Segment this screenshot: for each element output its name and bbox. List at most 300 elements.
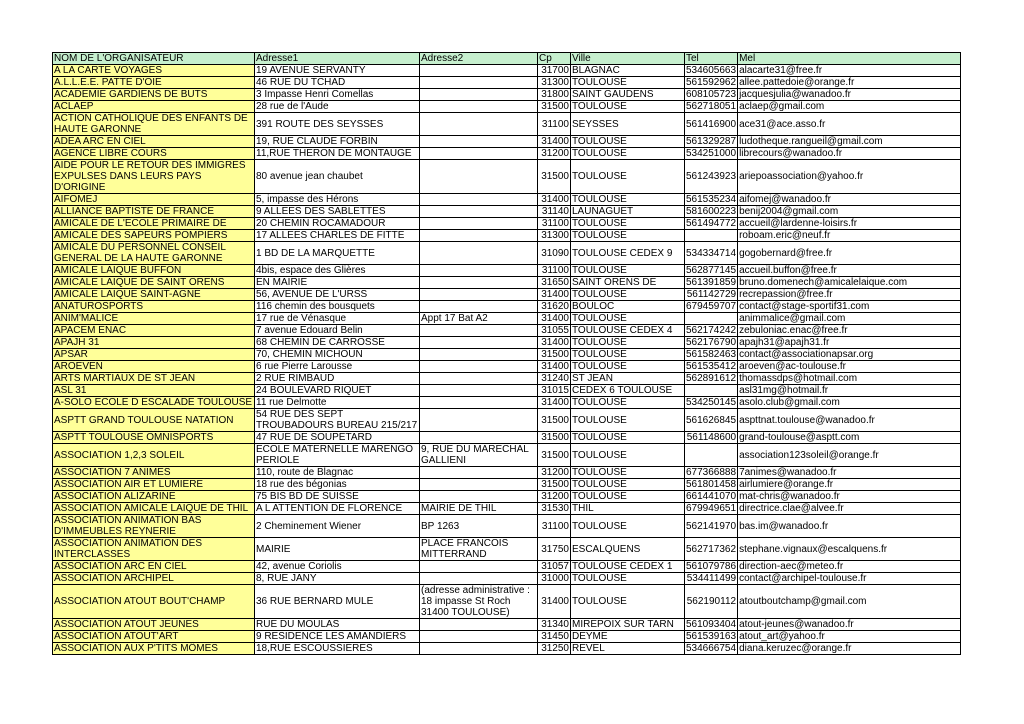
cell-city: SAINT ORENS DE [571, 277, 685, 289]
cell-organizer-name: ASSOCIATION 7 ANIMES [53, 467, 255, 479]
cell-email: diana.keruzec@orange.fr [738, 643, 961, 655]
table-row [53, 385, 961, 397]
cell-email: grand-toulouse@asptt.com [738, 432, 961, 444]
cell-city: TOULOUSE [571, 444, 685, 467]
table-row [53, 573, 961, 585]
cell-address1: 56, AVENUE DE L'URSS [255, 289, 420, 301]
cell-postal-code: 31100 [538, 265, 571, 277]
cell-city: TOULOUSE [571, 265, 685, 277]
table-row [53, 101, 961, 113]
cell-address1: 24 BOULEVARD RIQUET [255, 385, 420, 397]
cell-organizer-name: ASSOCIATION AIR ET LUMIERE [53, 479, 255, 491]
table-row [53, 77, 961, 89]
cell-email: direction-aec@meteo.fr [738, 561, 961, 573]
cell-city: TOULOUSE [571, 491, 685, 503]
cell-address2 [420, 337, 538, 349]
cell-address2 [420, 277, 538, 289]
cell-email: aifomej@wanadoo.fr [738, 194, 961, 206]
cell-city: TOULOUSE [571, 573, 685, 585]
cell-email: aclaep@gmail.com [738, 101, 961, 113]
cell-city: TOULOUSE [571, 479, 685, 491]
cell-postal-code: 31800 [538, 89, 571, 101]
cell-organizer-name: ACADEMIE GARDIENS DE BUTS [53, 89, 255, 101]
cell-organizer-name: ASSOCIATION ANIMATION DES INTERCLASSES [53, 538, 255, 561]
table-row [53, 89, 961, 101]
cell-phone: 561535234 [686, 194, 737, 205]
cell-email: aroeven@ac-toulouse.fr [738, 361, 961, 373]
cell-city: SEYSSES [571, 113, 685, 136]
cell-organizer-name: ALLIANCE BAPTISTE DE FRANCE [53, 206, 255, 218]
cell-city: THIL [571, 503, 685, 515]
cell-address1: 6 rue Pierre Larousse [255, 361, 420, 373]
table-row [53, 277, 961, 289]
cell-postal-code: 31700 [538, 65, 571, 77]
cell-address2 [420, 160, 538, 194]
cell-address2 [420, 301, 538, 313]
table-row [53, 619, 961, 631]
cell-organizer-name: A-SOLO ECOLE D ESCALADE TOULOUSE [53, 397, 255, 409]
cell-organizer-name: AGENCE LIBRE COURS [53, 148, 255, 160]
cell-phone: 534666754 [686, 643, 737, 654]
cell-organizer-name: ANIM'MALICE [53, 313, 255, 325]
cell-city: TOULOUSE [571, 361, 685, 373]
cell-email: apajh31@apajh31.fr [738, 337, 961, 349]
table-row [53, 265, 961, 277]
table-row [53, 467, 961, 479]
table-row [53, 643, 961, 655]
cell-postal-code: 31500 [538, 349, 571, 361]
cell-address1: 42, avenue Coriolis [255, 561, 420, 573]
cell-postal-code: 31500 [538, 101, 571, 113]
cell-phone: 562718051 [686, 101, 737, 112]
cell-city: TOULOUSE [571, 160, 685, 194]
cell-address1: 2 Cheminement Wiener [255, 515, 420, 538]
cell-address1: 3 Impasse Henri Comellas [255, 89, 420, 101]
cell-phone: 677366888 [686, 467, 737, 478]
cell-address1: 11 rue Delmotte [255, 397, 420, 409]
cell-address1: 19, RUE CLAUDE FORBIN [255, 136, 420, 148]
cell-address2 [420, 561, 538, 573]
cell-email: allee.pattedoie@orange.fr [738, 77, 961, 89]
cell-email: benij2004@gmail.com [738, 206, 961, 218]
cell-address1: 28 rue de l'Aude [255, 101, 420, 113]
table-row [53, 397, 961, 409]
cell-phone: 561329287 [686, 136, 737, 147]
cell-city: TOULOUSE [571, 313, 685, 325]
cell-phone: 561539163 [686, 631, 737, 642]
table-row [53, 585, 961, 619]
cell-city: MIREPOIX SUR TARN [571, 619, 685, 631]
cell-postal-code: 31500 [538, 479, 571, 491]
cell-address1: 7 avenue Edouard Belin [255, 325, 420, 337]
cell-address2 [420, 265, 538, 277]
cell-organizer-name: AMICALE DU PERSONNEL CONSEIL GENERAL DE LA HAUTE GARONNE [53, 242, 255, 265]
cell-phone: 561148600 [685, 432, 738, 444]
cell-address1: 68 CHEMIN DE CARROSSE [255, 337, 420, 349]
table-row [53, 538, 961, 561]
cell-address1: RUE DU MOULAS [255, 619, 420, 631]
column-header-address1: Adresse1 [255, 53, 420, 65]
cell-address2 [420, 491, 538, 503]
table-row [53, 444, 961, 467]
cell-city: TOULOUSE [571, 585, 685, 619]
cell-email: contact@associationapsar.org [738, 349, 961, 361]
cell-email: directrice.clae@alvee.fr [738, 503, 961, 515]
cell-address1: 110, route de Blagnac [255, 467, 420, 479]
table-row [53, 349, 961, 361]
cell-organizer-name: ASPTT TOULOUSE OMNISPORTS [53, 432, 255, 444]
cell-address2 [420, 113, 538, 136]
cell-address2 [420, 349, 538, 361]
table-row [53, 289, 961, 301]
cell-email: airlumiere@orange.fr [738, 479, 961, 491]
cell-organizer-name: APAJH 31 [53, 337, 255, 349]
cell-organizer-name: AROEVEN [53, 361, 255, 373]
cell-postal-code: 31100 [538, 113, 571, 136]
cell-organizer-name: AMICALE LAIQUE DE SAINT ORENS [53, 277, 255, 289]
cell-organizer-name: A.L.L.E.E. PATTE D'OIE [53, 77, 255, 89]
cell-city: BOULOC [571, 301, 685, 313]
table-row [53, 373, 961, 385]
table-row [53, 218, 961, 230]
cell-city: TOULOUSE [571, 194, 685, 206]
cell-address2: BP 1263 [420, 515, 538, 538]
cell-postal-code: 31200 [538, 467, 571, 479]
cell-organizer-name: ASSOCIATION ATOUT BOUT'CHAMP [53, 585, 255, 619]
cell-phone: 561801458 [686, 479, 737, 490]
table-row [53, 631, 961, 643]
cell-city: TOULOUSE CEDEX 4 [571, 325, 685, 337]
cell-postal-code: 31530 [538, 503, 571, 515]
cell-email: ludotheque.rangueil@gmail.com [738, 136, 961, 148]
cell-postal-code: 31340 [538, 619, 571, 631]
cell-address1: 9 RESIDENCE LES AMANDIERS [255, 631, 420, 643]
cell-phone [685, 230, 738, 242]
table-row [53, 313, 961, 325]
column-header-postal-code: Cp [538, 53, 571, 65]
cell-city: TOULOUSE [571, 148, 685, 160]
header-row [53, 53, 961, 65]
cell-address2 [420, 432, 538, 444]
cell-phone [685, 313, 738, 325]
cell-phone: 534251000 [686, 148, 737, 159]
cell-email: association123soleil@orange.fr [738, 444, 961, 467]
cell-address2 [420, 385, 538, 397]
cell-address2 [420, 479, 538, 491]
cell-city: TOULOUSE [571, 136, 685, 148]
cell-city: TOULOUSE [571, 289, 685, 301]
cell-postal-code: 31450 [538, 631, 571, 643]
cell-postal-code: 31400 [538, 194, 571, 206]
cell-address2: (adresse administrative : 18 impasse St Roch 31400 TOULOUSE) [420, 585, 538, 619]
cell-organizer-name: ARTS MARTIAUX DE ST JEAN [53, 373, 255, 385]
cell-organizer-name: A LA CARTE VOYAGES [53, 65, 255, 77]
cell-city: TOULOUSE CEDEX 9 [571, 242, 685, 265]
cell-email: thomassdps@hotmail.com [738, 373, 961, 385]
cell-address2 [420, 218, 538, 230]
cell-organizer-name: AIDE POUR LE RETOUR DES IMMIGRES EXPULSES DANS LEURS PAYS D'ORIGINE [53, 160, 255, 194]
cell-organizer-name: AMICALE LAIQUE SAINT-AGNE [53, 289, 255, 301]
cell-address2 [420, 89, 538, 101]
cell-email: atout-jeunes@wanadoo.fr [738, 619, 961, 631]
cell-phone: 679949651 [686, 503, 737, 514]
cell-email: animmalice@gmail.com [738, 313, 961, 325]
cell-organizer-name: ASSOCIATION ANIMATION BAS D'IMMEUBLES REYNERIE [53, 515, 255, 538]
cell-address1: MAIRIE [255, 538, 420, 561]
table-row [53, 136, 961, 148]
cell-address2: 9, RUE DU MARECHAL GALLIENI [420, 444, 538, 467]
cell-phone: 534334714 [685, 242, 738, 265]
cell-city: TOULOUSE [571, 409, 685, 432]
cell-address1: 8, RUE JANY [255, 573, 420, 585]
cell-address2: PLACE FRANCOIS MITTERRAND [420, 538, 538, 561]
cell-city: TOULOUSE [571, 230, 685, 242]
cell-address2 [420, 325, 538, 337]
cell-address1: 17 ALLEES CHARLES DE FITTE [255, 230, 420, 242]
cell-phone: 562141970 [685, 515, 738, 538]
cell-phone: 561079786 [686, 561, 737, 572]
cell-email: accueil@lardenne-loisirs.fr [738, 218, 961, 230]
cell-organizer-name: AIFOMEJ [53, 194, 255, 206]
cell-address2 [420, 148, 538, 160]
column-header-phone: Tel [685, 53, 738, 65]
cell-address1: 75 BIS BD DE SUISSE [255, 491, 420, 503]
cell-phone [685, 385, 738, 397]
cell-address1: 19 AVENUE SERVANTY [255, 65, 420, 77]
cell-email: jacquesjulia@wanadoo.fr [738, 89, 961, 101]
cell-postal-code: 31400 [538, 337, 571, 349]
cell-address2 [420, 631, 538, 643]
cell-phone: 562176790 [686, 337, 737, 348]
cell-address2 [420, 289, 538, 301]
cell-address1: 20 CHEMIN ROCAMADOUR [255, 218, 420, 230]
cell-phone: 534250145 [686, 397, 737, 408]
table-row [53, 206, 961, 218]
cell-phone: 561416900 [685, 113, 738, 136]
cell-postal-code: 31500 [538, 409, 571, 432]
table-row [53, 230, 961, 242]
cell-address2 [420, 242, 538, 265]
cell-address1: 46 RUE DU TCHAD [255, 77, 420, 89]
cell-organizer-name: APACEM ENAC [53, 325, 255, 337]
cell-city: REVEL [571, 643, 685, 655]
cell-city: CEDEX 6 TOULOUSE [571, 385, 685, 397]
cell-address2 [420, 361, 538, 373]
cell-organizer-name: ASL 31 [53, 385, 255, 397]
cell-organizer-name: ASSOCIATION ARCHIPEL [53, 573, 255, 585]
table-row [53, 479, 961, 491]
cell-phone: 561494772 [686, 218, 737, 229]
cell-organizer-name: ADEA ARC EN CIEL [53, 136, 255, 148]
cell-address1: 116 chemin des bousquets [255, 301, 420, 313]
cell-phone: 534605663 [686, 65, 737, 76]
cell-address2 [420, 230, 538, 242]
cell-postal-code: 31750 [538, 538, 571, 561]
cell-postal-code: 31140 [538, 206, 571, 218]
cell-city: TOULOUSE [571, 467, 685, 479]
cell-postal-code: 31400 [538, 397, 571, 409]
cell-email: accueil.buffon@free.fr [738, 265, 961, 277]
cell-organizer-name: AMICALE DE L'ECOLE PRIMAIRE DE [53, 218, 255, 230]
table-row [53, 325, 961, 337]
cell-postal-code: 31200 [538, 148, 571, 160]
cell-address1: 1 BD DE LA MARQUETTE [255, 242, 420, 265]
cell-address2: Appt 17 Bat A2 [420, 313, 538, 325]
cell-address2 [420, 194, 538, 206]
cell-city: TOULOUSE [571, 432, 685, 444]
cell-organizer-name: APSAR [53, 349, 255, 361]
cell-address1: 80 avenue jean chaubet [255, 160, 420, 194]
cell-address1: EN MAIRIE [255, 277, 420, 289]
cell-address1: ECOLE MATERNELLE MARENGO PERIOLE [255, 444, 420, 467]
cell-phone: 562190112 [685, 585, 738, 619]
cell-address1: 70, CHEMIN MICHOUN [255, 349, 420, 361]
cell-postal-code: 31100 [538, 218, 571, 230]
table-row [53, 561, 961, 573]
cell-address2 [420, 619, 538, 631]
cell-postal-code: 31400 [538, 585, 571, 619]
cell-phone: 608105723 [686, 89, 737, 100]
cell-phone: 661441070 [686, 491, 737, 502]
cell-address1: 11,RUE THERON DE MONTAUGE [255, 148, 420, 160]
cell-address2 [420, 206, 538, 218]
cell-email: zebuloniac.enac@free.fr [738, 325, 961, 337]
cell-phone: 561535412 [686, 361, 737, 372]
cell-postal-code: 31055 [538, 325, 571, 337]
cell-phone: 562717362 [685, 538, 738, 561]
cell-phone: 561592962 [686, 77, 737, 88]
cell-phone: 561142729 [685, 289, 738, 301]
cell-postal-code: 31057 [538, 561, 571, 573]
cell-organizer-name: AMICALE DES SAPEURS POMPIERS [53, 230, 255, 242]
cell-organizer-name: ASSOCIATION ALIZARINE [53, 491, 255, 503]
table-row [53, 65, 961, 77]
cell-organizer-name: ASSOCIATION ATOUT JEUNES [53, 619, 255, 631]
cell-city: TOULOUSE [571, 515, 685, 538]
column-header-city: Ville [571, 53, 685, 65]
cell-email: bruno.domenech@amicalelaique.com [738, 277, 961, 289]
cell-email: recrepassion@free.fr [738, 289, 961, 301]
cell-address2 [420, 573, 538, 585]
cell-address2 [420, 397, 538, 409]
cell-organizer-name: ASSOCIATION AUX P'TITS MÔMES [53, 643, 255, 655]
cell-organizer-name: ASSOCIATION 1,2,3 SOLEIL [53, 444, 255, 467]
cell-phone: 679459707 [686, 301, 737, 312]
cell-email: contact@archipel-toulouse.fr [738, 573, 961, 585]
cell-postal-code: 31240 [538, 373, 571, 385]
cell-email: ariepoassociation@yahoo.fr [738, 160, 961, 194]
cell-phone: 561391859 [686, 277, 737, 288]
cell-email: 7animes@wanadoo.fr [738, 467, 961, 479]
cell-organizer-name: ASSOCIATION ATOUT'ART [53, 631, 255, 643]
cell-email: roboam.eric@neuf.fr [738, 230, 961, 242]
table-row [53, 503, 961, 515]
cell-postal-code: 31400 [538, 313, 571, 325]
cell-phone: 561243923 [685, 160, 738, 194]
cell-phone: 562891612 [686, 373, 737, 384]
cell-city: BLAGNAC [571, 65, 685, 77]
cell-address2 [420, 373, 538, 385]
cell-postal-code: 31100 [538, 515, 571, 538]
cell-email: bas.im@wanadoo.fr [738, 515, 961, 538]
table-row [53, 242, 961, 265]
cell-organizer-name: ANATUROSPORTS [53, 301, 255, 313]
cell-city: DEYME [571, 631, 685, 643]
cell-phone: 581600223 [686, 206, 737, 217]
cell-email: mat-chris@wanadoo.fr [738, 491, 961, 503]
cell-phone: 562877145 [686, 265, 737, 276]
cell-city: TOULOUSE [571, 337, 685, 349]
cell-address1: 391 ROUTE DES SEYSSES [255, 113, 420, 136]
cell-address1: 9 ALLEES DES SABLETTES [255, 206, 420, 218]
cell-address1: 2 RUE RIMBAUD [255, 373, 420, 385]
cell-email: alacarte31@free.fr [738, 65, 961, 77]
cell-city: LAUNAGUET [571, 206, 685, 218]
cell-organizer-name: ACLAEP [53, 101, 255, 113]
cell-postal-code: 31500 [538, 444, 571, 467]
cell-postal-code: 31300 [538, 230, 571, 242]
cell-email: ace31@ace.asso.fr [738, 113, 961, 136]
cell-address2 [420, 77, 538, 89]
table-row [53, 113, 961, 136]
cell-address2 [420, 467, 538, 479]
cell-address1: 18 rue des bégonias [255, 479, 420, 491]
cell-postal-code: 31200 [538, 491, 571, 503]
cell-address1: 5, impasse des Hérons [255, 194, 420, 206]
cell-address1: 47 RUE DE SOUPETARD [255, 432, 420, 444]
cell-phone: 562174242 [686, 325, 737, 336]
cell-city: TOULOUSE [571, 397, 685, 409]
column-header-email: Mel [738, 53, 961, 65]
cell-email: aspttnat.toulouse@wanadoo.fr [738, 409, 961, 432]
cell-city: TOULOUSE [571, 101, 685, 113]
cell-postal-code: 31400 [538, 289, 571, 301]
cell-postal-code: 31015 [538, 385, 571, 397]
cell-address2 [420, 409, 538, 432]
organizer-table [52, 52, 961, 655]
cell-address2 [420, 136, 538, 148]
cell-address2 [420, 101, 538, 113]
column-header-address2: Adresse2 [420, 53, 538, 65]
cell-phone: 561582463 [686, 349, 737, 360]
cell-postal-code: 31650 [538, 277, 571, 289]
cell-address1: 17 rue de Vénasque [255, 313, 420, 325]
cell-phone: 561626845 [685, 409, 738, 432]
table-row [53, 160, 961, 194]
cell-postal-code: 31500 [538, 432, 571, 444]
cell-postal-code: 31400 [538, 136, 571, 148]
cell-postal-code: 31300 [538, 77, 571, 89]
cell-email: atoutboutchamp@gmail.com [738, 585, 961, 619]
cell-city: TOULOUSE [571, 218, 685, 230]
cell-city: ST JEAN [571, 373, 685, 385]
table-row [53, 361, 961, 373]
cell-postal-code: 31090 [538, 242, 571, 265]
cell-email: contact@stage-sportif31.com [738, 301, 961, 313]
table-row [53, 515, 961, 538]
cell-postal-code: 31250 [538, 643, 571, 655]
cell-email: gogobernard@free.fr [738, 242, 961, 265]
column-header-organizer-name: NOM DE L'ORGANISATEUR [53, 53, 255, 65]
cell-email: asolo.club@gmail.com [738, 397, 961, 409]
cell-address1: A L ATTENTION DE FLORENCE [255, 503, 420, 515]
cell-organizer-name: ASPTT GRAND TOULOUSE NATATION [53, 409, 255, 432]
table-row [53, 432, 961, 444]
cell-organizer-name: AMICALE LAIQUE BUFFON [53, 265, 255, 277]
cell-address1: 54 RUE DES SEPT TROUBADOURS BUREAU 215/217 [255, 409, 420, 432]
cell-phone [685, 444, 738, 467]
table-row [53, 148, 961, 160]
